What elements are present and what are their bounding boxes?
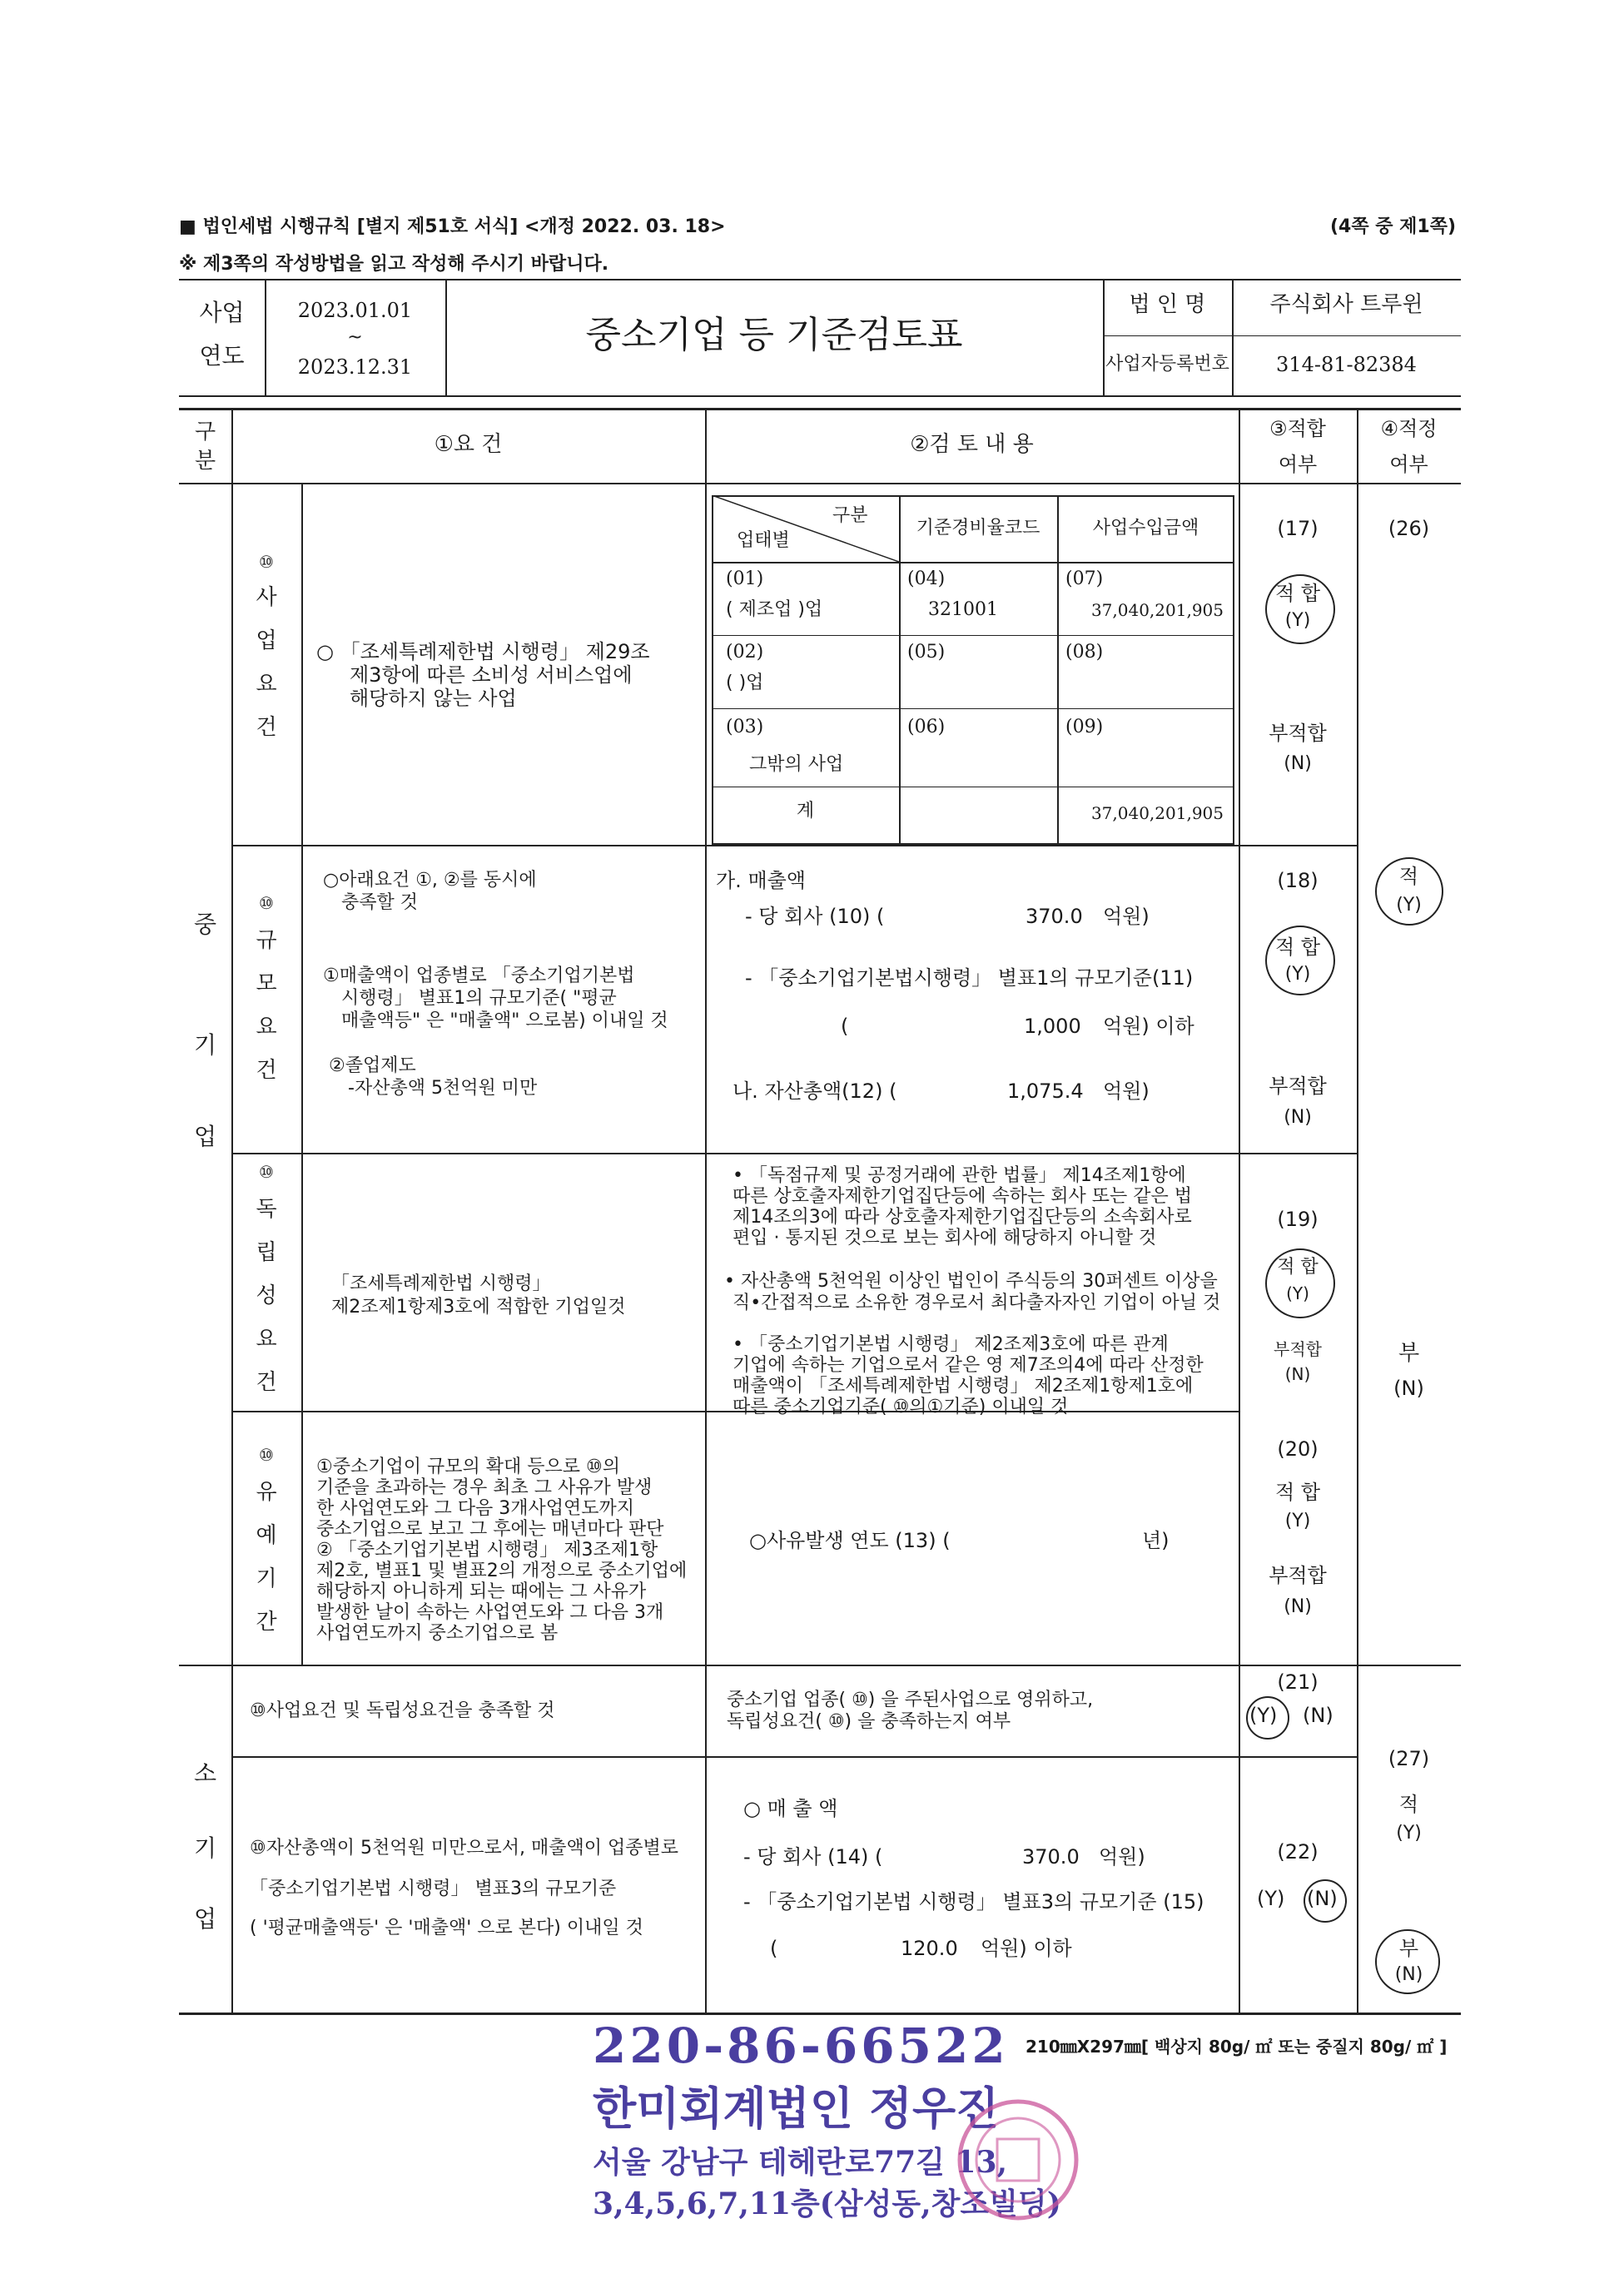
row106-review-a2-value: 120.0: [901, 1937, 958, 1960]
row103-fit-yes-y: (Y): [1286, 1283, 1309, 1303]
row102-req1-2: 시행령」 별표1의 규모기준( "평균: [341, 988, 617, 1009]
row105-requirement: ⑩사업요건 및 독립성요건을 충족할 것: [250, 1700, 555, 1721]
divider: [231, 408, 233, 2014]
row102-review-a2-label: - 「중소기업기본법시행령」 별표1의 규모기준(11): [745, 966, 1194, 990]
inner-header-gubun: 구분: [832, 505, 868, 526]
row105-review-1: 중소기업 업종( ⑩) 을 주된사업으로 영위하고,: [727, 1690, 1094, 1710]
inner-total-label: 계: [796, 801, 815, 821]
section-small-char-3: 업: [193, 1905, 217, 1933]
row101-requirement-line1: ○ 「조세특례제한법 시행령」 제29조: [316, 640, 650, 663]
row101-label: ⑩ 사 업 요 건: [256, 552, 277, 740]
row104-label: ⑩ 유 예 기 간: [256, 1445, 277, 1635]
row102-fit-no: (18): [1277, 869, 1319, 892]
row104-req-1: ①중소기업이 규모의 확대 등으로 ⑩의: [316, 1457, 620, 1477]
row102-col4-yes-y: (Y): [1396, 895, 1422, 916]
divider: [301, 483, 303, 1665]
row106-review-a1-value: 370.0: [1022, 1845, 1080, 1869]
row101-fit-no: (17): [1277, 517, 1319, 540]
start-date: 2023.01.01: [297, 299, 413, 322]
row106-n: (N): [1307, 1887, 1338, 1910]
section-sme-char-3: 업: [193, 1123, 217, 1150]
inner-row2-no1: (02): [726, 642, 764, 663]
requirement-header: ①요 건: [434, 432, 503, 457]
row106-col4-no: (27): [1388, 1747, 1430, 1770]
row103-req-1: 「조세특례제한법 시행령」: [331, 1273, 551, 1294]
diagonal-line: [712, 495, 899, 562]
fit3-header-1: ③적합: [1269, 417, 1326, 440]
table-top-line: [179, 408, 1461, 410]
row105-fit-no: (21): [1277, 1670, 1319, 1694]
row102-req-intro-1: ○아래요건 ①, ②를 동시에: [323, 870, 537, 891]
row106-review-a1-label: - 당 회사 (14) (: [743, 1845, 883, 1869]
corp-name: 주식회사 트루윈: [1269, 292, 1423, 317]
row101-fit-no-n: (N): [1284, 753, 1312, 774]
divider: [712, 635, 1234, 636]
row104-fit-no-n: (N): [1284, 1596, 1312, 1617]
row105-n: (N): [1303, 1704, 1333, 1727]
divider: [231, 845, 1357, 846]
biz-no-label: 사업자등록번호: [1105, 354, 1229, 375]
divider: [1057, 495, 1059, 845]
row104-req-2: 기준을 초과하는 경우 최초 그 사유가 발생: [316, 1477, 653, 1498]
row102-review-b-value: 1,075.4: [1007, 1079, 1084, 1103]
row104-req-7: 해당하지 아니하게 되는 때에는 그 사유가: [316, 1581, 647, 1602]
review-header: ②검 토 내 용: [910, 432, 1034, 457]
inner-row1-amount: 37,040,201,905: [1090, 600, 1224, 620]
corp-name-label: 법 인 명: [1129, 292, 1206, 317]
divider: [712, 708, 1234, 709]
row103-review1-2: 따른 상호출자제한기업집단등에 속하는 회사 또는 같은 법: [733, 1186, 1193, 1207]
fit4-header-1: ④적정: [1380, 417, 1438, 440]
row106-review-a2-unit: 억원) 이하: [981, 1937, 1072, 1960]
inner-row1-code: 321001: [928, 599, 998, 620]
row103-review1-3: 제14조의3에 따라 상호출자제한기업집단등의 소속회사로: [733, 1207, 1192, 1228]
divider: [179, 1665, 1461, 1666]
row103-review1-4: 편입 · 통지된 것으로 보는 회사에 해당하지 아니할 것: [733, 1228, 1157, 1248]
row101-fit-yes-y: (Y): [1284, 610, 1311, 631]
divider: [1103, 335, 1461, 336]
title-top-line: [179, 279, 1461, 280]
row103-review3-2: 기업에 속하는 기업으로서 같은 영 제7조의4에 따라 산정한: [733, 1355, 1204, 1376]
row104-fit-yes-y: (Y): [1284, 1511, 1311, 1531]
row104-req-6: 제2호, 별표1 및 별표2의 개정으로 중소기업에: [316, 1561, 688, 1581]
row101-fit-no-label: 부적합: [1269, 722, 1327, 745]
row104-fit-no: (20): [1277, 1437, 1319, 1461]
inner-row3-no1: (03): [726, 717, 764, 737]
row101-requirement-line3: 해당하지 않는 사업: [350, 687, 517, 710]
divider: [231, 1153, 1357, 1154]
row102-fit-yes-y: (Y): [1284, 964, 1311, 985]
fit4-header-2: 여부: [1389, 453, 1428, 476]
row102-review-b-unit: 억원): [1103, 1079, 1150, 1103]
row101-col4-no: (26): [1388, 517, 1430, 540]
row103-review1-1: • 「독점규제 및 공정거래에 관한 법률」 제14조제1항에: [733, 1165, 1186, 1186]
inner-total-amount: 37,040,201,905: [1090, 803, 1224, 823]
row106-y: (Y): [1257, 1887, 1285, 1910]
row102-review-a2-paren: (: [841, 1015, 849, 1038]
row102-fit-no-label: 부적합: [1269, 1075, 1327, 1098]
form-reference: ■ 법인세법 시행규칙 [별지 제51호 서식] <개정 2022. 03. 18>: [179, 216, 726, 237]
row102-review-b-label: 나. 자산총액(12) (: [733, 1079, 897, 1103]
row102-review-a1-value: 370.0: [1026, 905, 1083, 928]
row104-review-end: 년): [1142, 1529, 1170, 1552]
row102-review-a2-unit: 억원) 이하: [1103, 1015, 1194, 1038]
biz-no: 314-81-82384: [1276, 353, 1417, 376]
inner-row1-industry: ( 제조업 )업: [726, 599, 823, 620]
row104-req-5: ② 「중소기업기본법 시행령」 제3조제1항: [316, 1540, 658, 1561]
row101-requirement-line2: 제3항에 따른 소비성 서비스업에: [350, 663, 633, 687]
row105-y: (Y): [1249, 1704, 1278, 1727]
fit3-header-2: 여부: [1278, 453, 1318, 476]
inner-row2-industry: ( )업: [726, 673, 764, 693]
row102-review-a2-value: 1,000: [1024, 1015, 1081, 1038]
row102-review-a1-label: - 당 회사 (10) (: [745, 905, 885, 928]
row106-req-1: ⑩자산총액이 5천억원 미만으로서, 매출액이 업종별로: [250, 1838, 678, 1859]
row102-fit-yes: 적 합: [1275, 936, 1320, 959]
row106-col4-no-n: (N): [1394, 1964, 1423, 1985]
page-title: 중소기업 등 기준검토표: [585, 314, 963, 356]
row101-fit-yes: 적 합: [1275, 582, 1320, 605]
row106-col4-yes-y: (Y): [1396, 1823, 1422, 1844]
year-label-1: 사업: [199, 299, 245, 326]
seal-icon: [947, 2089, 1089, 2231]
inner-header-industry: 업태별: [737, 530, 790, 551]
stamp-firm: 한미회계법인 정우진: [593, 2082, 1000, 2135]
row106-col4-yes: 적: [1398, 1793, 1419, 1816]
row106-col4-no-label: 부: [1398, 1937, 1419, 1960]
section-sme-char-2: 기: [193, 1031, 217, 1059]
row104-req-9: 사업연도까지 중소기업으로 봄: [316, 1623, 559, 1644]
row104-req-8: 발생한 날이 속하는 사업연도와 그 다음 3개: [316, 1602, 664, 1623]
row104-req-4: 중소기업으로 보고 그 후에는 매년마다 판단: [316, 1519, 664, 1540]
divider: [712, 562, 1234, 563]
row102-req-intro-2: 충족할 것: [341, 892, 419, 913]
section-small-char-2: 기: [193, 1834, 217, 1862]
row102-req2-2: -자산총액 5천억원 미만: [348, 1078, 538, 1099]
divider: [231, 1756, 1357, 1758]
inner-row1-no2: (04): [907, 568, 946, 589]
year-label-2: 연도: [199, 342, 245, 370]
row102-req1-3: 매출액등" 은 "매출액" 으로봄) 이내일 것: [341, 1010, 668, 1031]
inner-header-code: 기준경비율코드: [916, 518, 1040, 539]
row102-label: ⑩ 규 모 요 건: [256, 893, 277, 1083]
inner-row2-no3: (08): [1065, 642, 1104, 663]
inner-row1-no3: (07): [1065, 568, 1104, 589]
end-date: 2023.12.31: [297, 355, 413, 379]
row102-fit-no-n: (N): [1284, 1107, 1312, 1128]
section-small-char-1: 소: [193, 1759, 217, 1787]
divider: [705, 408, 707, 2014]
inner-row3-no3: (09): [1065, 717, 1104, 737]
inner-header-amount: 사업수입금액: [1092, 518, 1199, 539]
divider: [1357, 408, 1358, 2014]
divider: [899, 495, 901, 845]
table-bottom-line: [179, 2013, 1461, 2015]
row106-fit-no: (22): [1277, 1840, 1319, 1864]
row106-req-2: 「중소기업기본법 시행령」 별표3의 규모기준: [250, 1879, 617, 1899]
row106-review-title: ○ 매 출 액: [743, 1797, 838, 1820]
row103-review2-1: • 자산총액 5천억원 이상인 법인이 주식등의 30퍼센트 이상을: [724, 1271, 1218, 1292]
stamp-address-1: 서울 강남구 테헤란로77길 13,: [593, 2145, 1008, 2180]
row103-fit-no-label: 부적합: [1274, 1339, 1322, 1359]
date-tilde: ~: [347, 327, 363, 348]
row103-req-2: 제2조제1항제3호에 적합한 기업일것: [331, 1297, 626, 1318]
row103-fit-no: (19): [1277, 1208, 1319, 1231]
row104-fit-yes: 적 합: [1275, 1481, 1320, 1504]
row103-fit-yes: 적 합: [1277, 1257, 1319, 1278]
gubun-header-2: 분: [194, 449, 216, 474]
row103-col4-no-n: (N): [1393, 1377, 1424, 1400]
stamp-reg-no: 220-86-66522: [593, 2018, 1009, 2074]
row104-fit-no-label: 부적합: [1269, 1564, 1327, 1587]
row102-review-a: 가. 매출액: [716, 869, 806, 892]
row102-req2-1: ②졸업제도: [329, 1055, 416, 1076]
title-bottom-line: [179, 395, 1461, 397]
row104-review: ○사유발생 연도 (13) (: [749, 1529, 951, 1552]
row104-req-3: 한 사업연도와 그 다음 3개사업연도까지: [316, 1498, 635, 1519]
row103-col4-no: 부: [1398, 1341, 1420, 1366]
row103-label: ⑩ 독 립 성 요 건: [256, 1162, 277, 1395]
row106-req-3: ( '평균매출액등' 은 '매출액' 으로 본다) 이내일 것: [250, 1918, 643, 1938]
inner-row1-no1: (01): [726, 568, 764, 589]
gubun-header-1: 구: [194, 419, 216, 444]
row103-fit-no-n: (N): [1284, 1364, 1311, 1384]
row103-review2-2: 직•간접적으로 소유한 경우로서 최다출자자인 기업이 아닐 것: [733, 1293, 1221, 1313]
row106-review-a2-label: - 「중소기업기본법 시행령」 별표3의 규모기준 (15): [743, 1890, 1204, 1913]
paper-spec: 210㎜X297㎜[ 백상지 80g/ ㎡ 또는 중질지 80g/ ㎡ ]: [1026, 2037, 1448, 2057]
stamp-address-2: 3,4,5,6,7,11층(삼성동,창조빌딩): [593, 2186, 1061, 2221]
row102-req1-1: ①매출액이 업종별로 「중소기업기본법: [323, 965, 635, 986]
header-bottom-line: [179, 483, 1461, 484]
row102-col4-yes: 적: [1398, 865, 1419, 888]
inner-row3-no2: (06): [907, 717, 946, 737]
row103-review3-3: 매출액이 「조세특례제한법 시행령」 제2조제1항제1호에: [733, 1376, 1194, 1397]
row105-review-2: 독립성요건( ⑩) 을 충족하는지 여부: [727, 1711, 1011, 1732]
page-info: (4쪽 중 제1쪽): [1330, 216, 1457, 237]
row106-review-a1-unit: 억원): [1099, 1845, 1145, 1869]
section-sme-char-1: 중: [193, 911, 217, 938]
row103-review3-1: • 「중소기업기본법 시행령」 제2조제3호에 따른 관계: [733, 1334, 1169, 1355]
inner-row3-industry: 그밖의 사업: [749, 754, 844, 775]
inner-row2-no2: (05): [907, 642, 946, 663]
row103-review3-4: 따른 중소기업기준( ⑩의①기준) 이내일 것: [733, 1397, 1069, 1417]
notice: ※ 제3쪽의 작성방법을 읽고 작성해 주시기 바랍니다.: [179, 254, 609, 275]
row102-review-a1-unit: 억원): [1103, 905, 1150, 928]
row106-review-a2-paren: (: [770, 1937, 778, 1960]
